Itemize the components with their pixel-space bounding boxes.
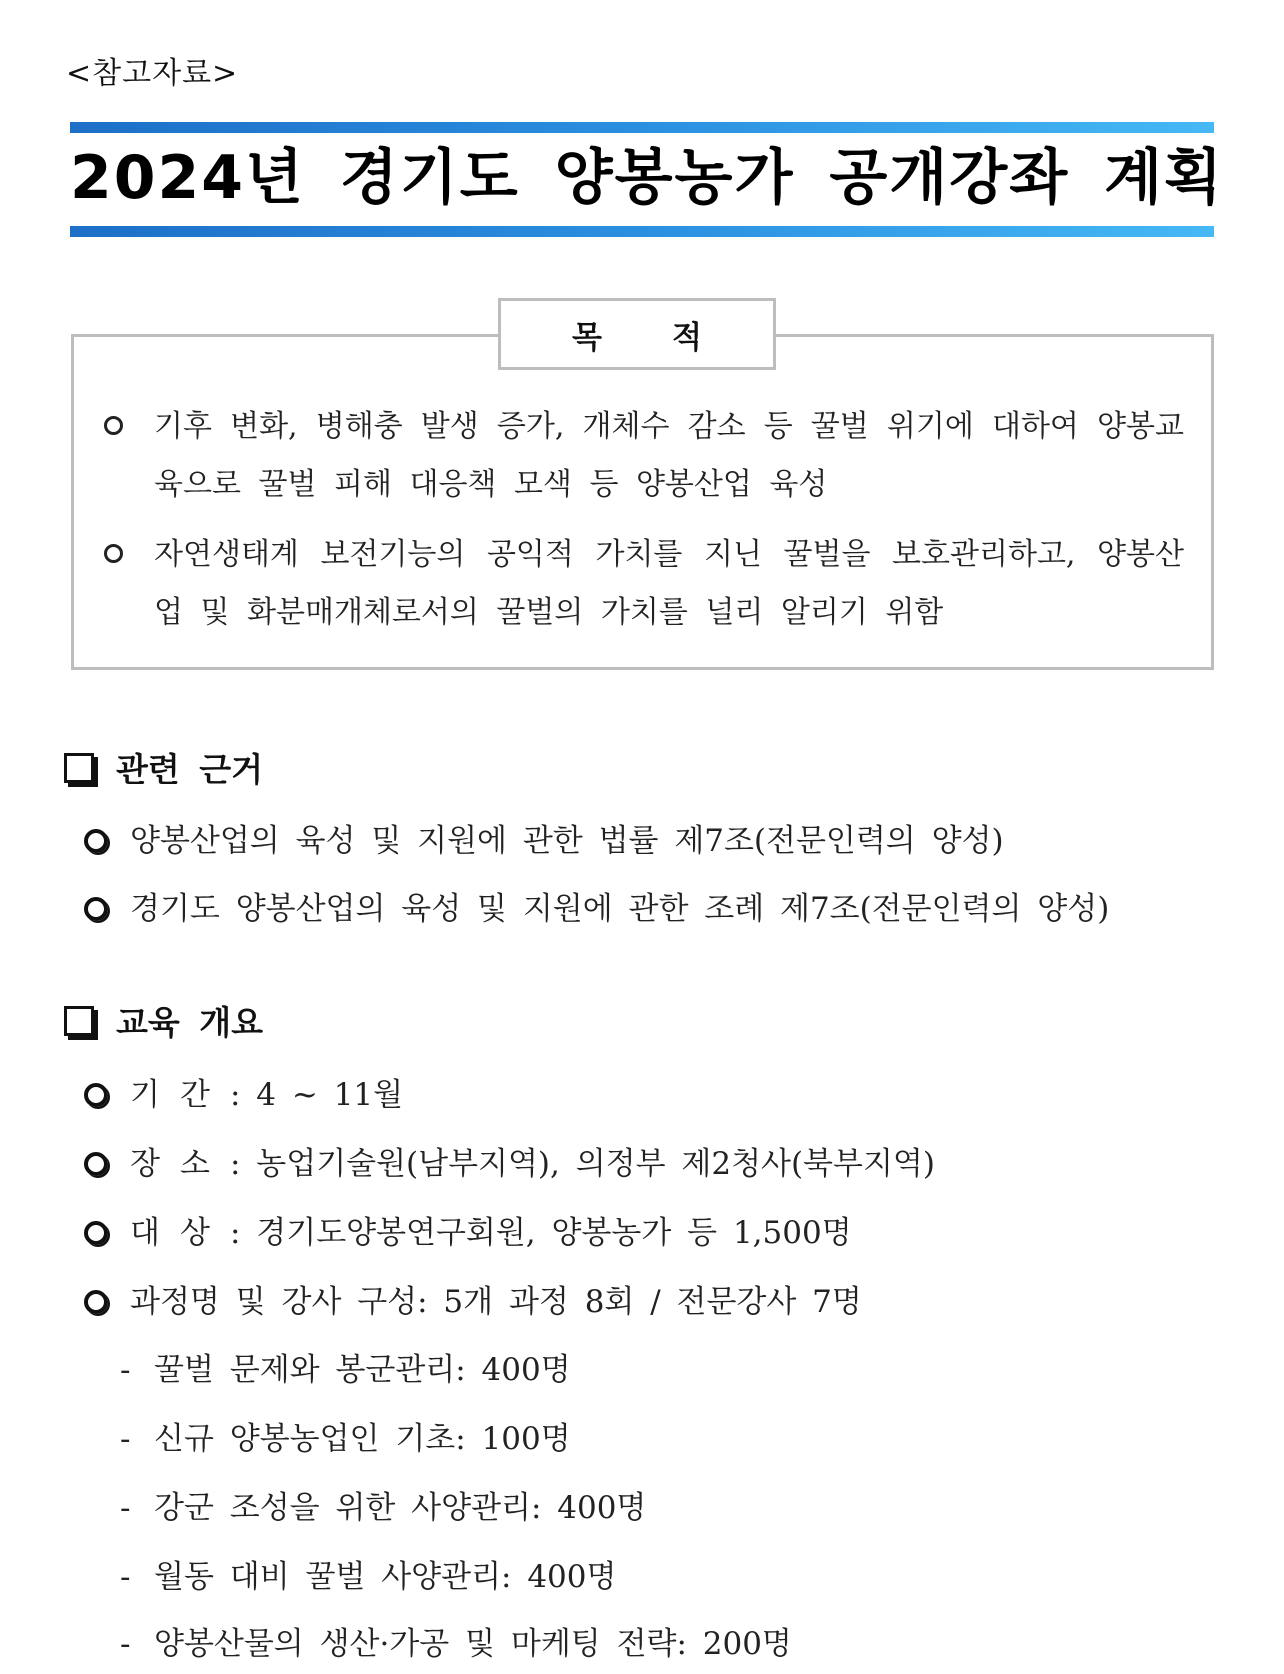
reference-label: <참고자료>	[66, 56, 239, 91]
section-heading-label: 교육 개요	[116, 1003, 264, 1042]
course-item-text: 양봉산물의 생산·가공 및 마케팅 전략: 200명	[154, 1626, 792, 1662]
course-item-text: 꿀벌 문제와 봉군관리: 400명	[154, 1352, 571, 1388]
purpose-item-text: 자연생태계 보전기능의 공익적 가치를 지닌 꿀벌을 보호관리하고, 양봉산업 및 화분매개체로서의 꿀벌의 가치를 널리 알리기 위함	[154, 537, 1184, 630]
period-value: : 4 ~ 11월	[230, 1077, 404, 1113]
hollow-circle-bullet-icon	[84, 1221, 108, 1245]
basis-item	[84, 815, 1004, 860]
basis-item	[84, 883, 1109, 928]
checkbox-square-icon	[64, 1006, 94, 1036]
hollow-circle-bullet-icon	[84, 1290, 108, 1314]
course-item-text: 강군 조성을 위한 사양관리: 400명	[154, 1490, 647, 1526]
dash-bullet: -	[120, 1626, 131, 1662]
checkbox-square-icon	[64, 753, 94, 783]
section-heading-basis	[64, 744, 263, 791]
dash-bullet: -	[120, 1490, 131, 1526]
place-value: : 농업기술원(남부지역), 의정부 제2청사(북부지역)	[230, 1146, 935, 1182]
target-value: : 경기도양봉연구회원, 양봉농가 등 1,500명	[230, 1215, 852, 1251]
hollow-circle-bullet-icon	[84, 1152, 108, 1176]
purpose-item	[104, 398, 1184, 514]
hollow-circle-bullet-icon	[84, 1083, 108, 1107]
dash-bullet: -	[120, 1352, 131, 1388]
purpose-item-text: 기후 변화, 병해충 발생 증가, 개체수 감소 등 꿀벌 위기에 대하여 양봉교육으로 꿀벌 피해 대응책 모색 등 양봉산업 육성	[154, 409, 1184, 502]
place-key: 장 소	[130, 1146, 210, 1182]
title-rule-bottom	[70, 226, 1214, 237]
courses-text: 과정명 및 강사 구성: 5개 과정 8회 / 전문강사 7명	[130, 1284, 862, 1320]
purpose-heading: 목적	[498, 298, 776, 370]
overview-courses	[84, 1276, 862, 1321]
target-key: 대 상	[130, 1215, 210, 1251]
section-heading-label: 관련 근거	[116, 750, 264, 789]
document-title: 2024년 경기도 양봉농가 공개강좌 계획	[70, 143, 1224, 213]
purpose-item	[104, 526, 1184, 642]
course-item	[120, 1413, 571, 1458]
title-rule-top	[70, 122, 1214, 133]
course-item-text: 월동 대비 꿀벌 사양관리: 400명	[154, 1559, 617, 1595]
hollow-circle-bullet-icon	[84, 829, 108, 853]
dash-bullet: -	[120, 1421, 131, 1457]
period-key: 기 간	[130, 1077, 210, 1113]
course-item	[120, 1618, 792, 1663]
course-item-text: 신규 양봉농업인 기초: 100명	[154, 1421, 571, 1457]
hollow-circle-bullet-icon	[104, 416, 123, 435]
overview-target	[84, 1207, 852, 1252]
section-heading-overview	[64, 997, 263, 1044]
hollow-circle-bullet-icon	[84, 897, 108, 921]
overview-period	[84, 1069, 403, 1114]
course-item	[120, 1344, 571, 1389]
basis-item-text: 경기도 양봉산업의 육성 및 지원에 관한 조례 제7조(전문인력의 양성)	[130, 891, 1110, 927]
basis-item-text: 양봉산업의 육성 및 지원에 관한 법률 제7조(전문인력의 양성)	[130, 823, 1004, 859]
dash-bullet: -	[120, 1559, 131, 1595]
course-item	[120, 1482, 646, 1527]
title-banner	[70, 122, 1224, 237]
course-item	[120, 1551, 616, 1596]
hollow-circle-bullet-icon	[104, 544, 123, 563]
overview-place	[84, 1138, 935, 1183]
